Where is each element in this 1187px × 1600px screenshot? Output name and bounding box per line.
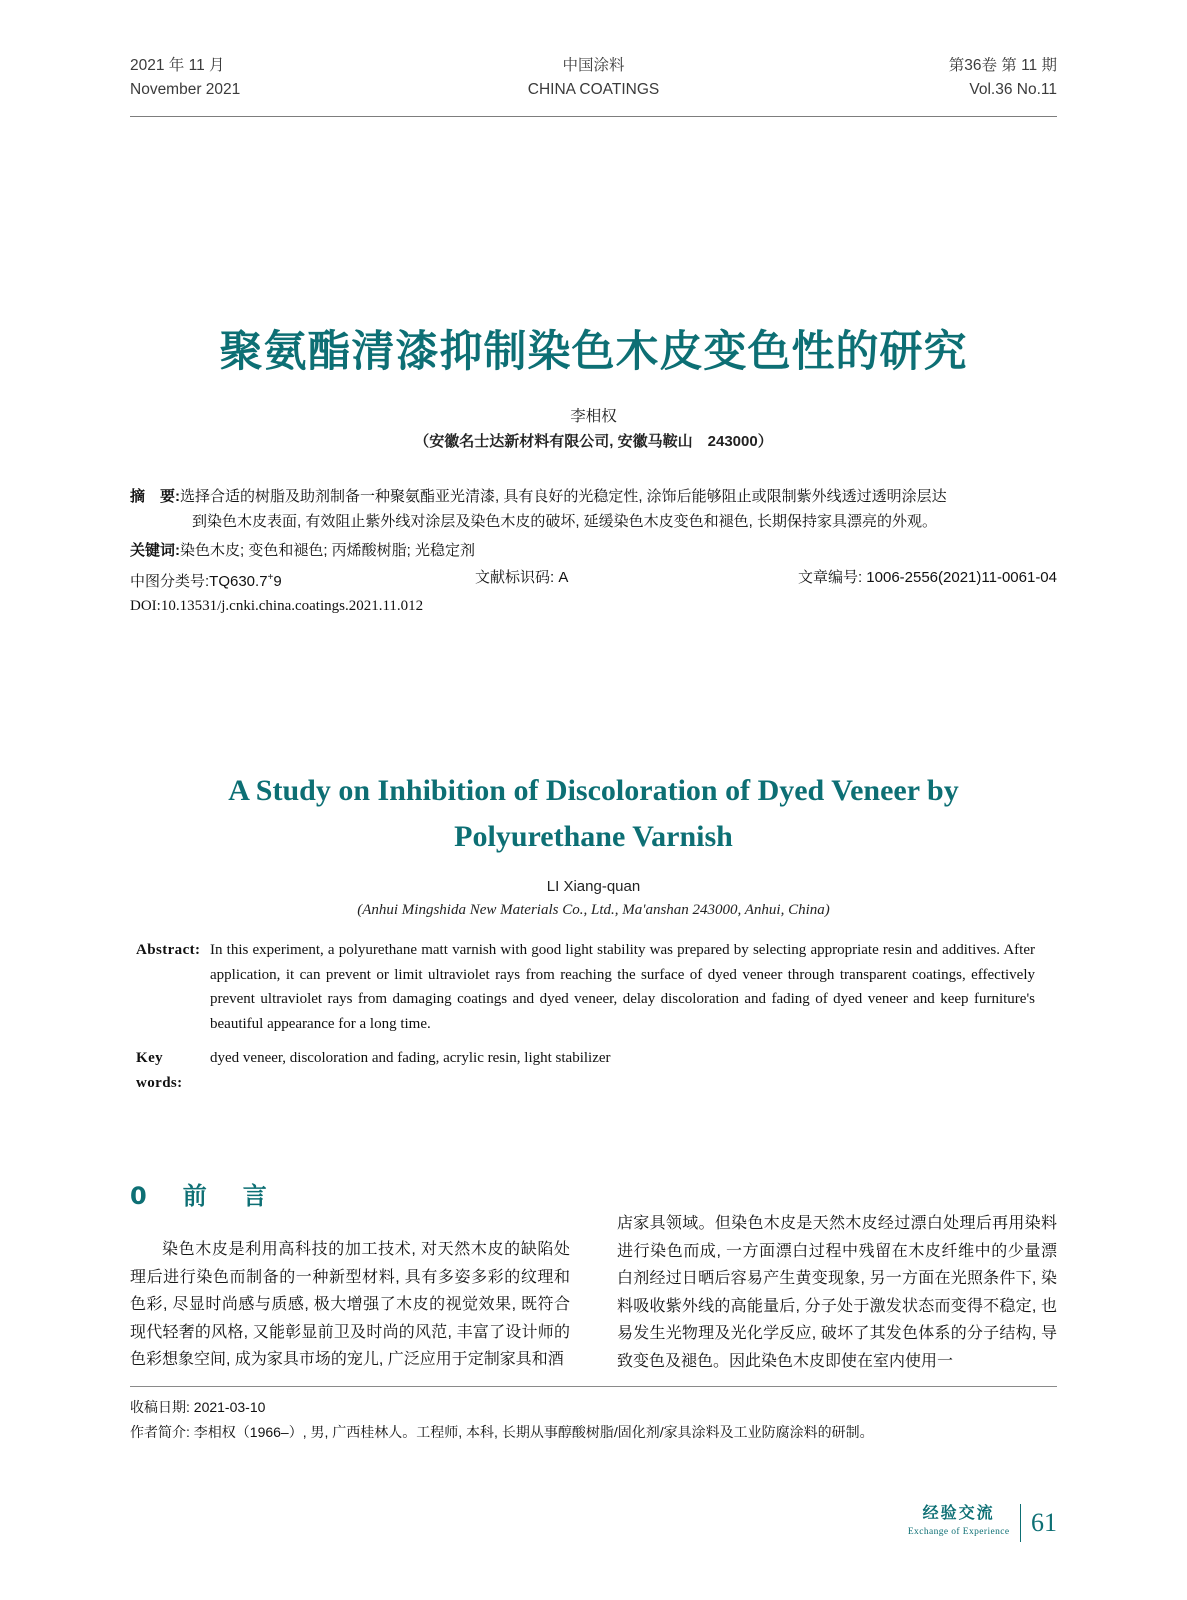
footer-divider [1020,1504,1022,1542]
running-head-date-cn: 2021 年 11 月 [130,57,225,74]
running-head-right [949,54,1057,102]
journal-name-en: CHINA COATINGS [527,81,660,98]
keywords-label-en: Key words: [136,1050,183,1091]
body-column-left [130,1236,570,1374]
author-en: LI Xiang-quan [546,878,641,895]
section-heading: 0 前 言 [130,1182,273,1210]
article-id: 文章编号: 1006-2556(2021)11-0061-04 [797,569,1057,586]
page-title-en [160,768,1027,860]
running-head [130,54,1057,117]
abstract-cn [130,484,1057,563]
running-head-center [130,54,1057,102]
abstract-label-en: Abstract: [136,942,201,958]
page-title-en-line2: Polyurethane Varnish [454,820,733,853]
abstract-en [136,938,1035,1095]
body-paragraph-left: 染色木皮是利用高科技的加工技术, 对天然木皮的缺陷处理后进行染色而制备的一种新型材料, 具有多姿多彩的纹理和色彩, 尽显时尚感与质感, 极大增强了木皮的视觉效果, 既符合现代轻奢的风格, 又能彰显前卫及时尚的风范, 丰富了设计师的色彩想象空间, 成为家具市场的宠儿, 广泛应用于定制家具和酒 [130,1241,570,1368]
page-number: 61 [1031,1508,1057,1537]
footer-section-en: Exchange of Experience [907,1527,1010,1537]
page-title-cn: 聚氨酯清漆抑制染色木皮变色性的研究 [219,327,968,377]
clc-number: 中图分类号:TQ630.7+9 [130,572,282,590]
keywords-text-en: dyed veneer, discoloration and fading, acrylic resin, light stabilizer [210,1050,611,1066]
document-code: 文献标识码: A [475,569,569,586]
body-columns [130,1210,1057,1380]
body-paragraph-right: 店家具领域。但染色木皮是天然木皮经过漂白处理后再用染料进行染色而成, 一方面漂白过程中残留在木皮纤维中的少量漂白剂经过日晒后容易产生黄变现象, 另一方面在光照条件下, 染料吸收紫外线的高能量后, 分子处于激发状态而变得不稳定, 也易发生光物理及光化学反应, 破坏了其发色体系的分子结构, 导致变色及褪色。因此染色木皮即使在室内使用一 [617,1215,1057,1370]
footnotes [130,1386,1057,1445]
abstract-label-cn: 摘 要: [130,488,180,505]
abstract-text-cn-line2: 到染色木皮表面, 有效阻止紫外线对涂层及染色木皮的破坏, 延缓染色木皮变色和褪色, 长期保持家具漂亮的外观。 [192,513,938,530]
page-title-en-line1: A Study on Inhibition of Discoloration of Dyed Veneer by [228,774,959,807]
doi: DOI:10.13531/j.cnki.china.coatings.2021.11.012 [130,598,424,614]
affiliation-cn: （安徽名士达新材料有限公司, 安徽马鞍山 243000） [414,433,773,450]
running-head-date-en: November 2021 [130,81,241,98]
volume-issue-en: Vol.36 No.11 [969,81,1057,98]
keywords-label-cn: 关键词: [130,542,180,559]
abstract-text-cn-line1: 选择合适的树脂及助剂制备一种聚氨酯亚光清漆, 具有良好的光稳定性, 涂饰后能够阻止或限制紫外线透过透明涂层达 [180,488,947,505]
author-cn: 李相权 [570,408,617,425]
affiliation-en: (Anhui Mingshida New Materials Co., Ltd., Ma'anshan 243000, Anhui, China) [357,902,830,918]
footer-section-label [908,1505,1010,1541]
abstract-text-en: In this experiment, a polyurethane matt varnish with good light stability was prepared by selecting appropriate resin and additives. After application, it can prevent or limit ultraviolet rays from reaching the surface of dyed veneer through transparent coatings, effectively prevent ultraviolet rays from damaging coatings and dyed veneer, delay discoloration and fading of dyed veneer and keep furniture's beautiful appearance for a long time. [210,942,1035,1032]
keywords-text-cn: 染色木皮; 变色和褪色; 丙烯酸树脂; 光稳定剂 [180,542,476,559]
author-bio: 作者简介: 李相权（1966–）, 男, 广西桂林人。工程师, 本科, 长期从事醇酸树脂/固化剂/家具涂料及工业防腐涂料的研制。 [130,1424,874,1440]
footer-section-cn: 经验交流 [922,1505,995,1522]
body-column-right [617,1210,1057,1375]
volume-issue-cn: 第36卷 第 11 期 [948,57,1057,74]
journal-name-cn: 中国涂料 [562,57,625,74]
metadata-cn [130,566,1057,618]
page-footer [908,1504,1057,1542]
received-date: 收稿日期: 2021-03-10 [130,1399,266,1415]
